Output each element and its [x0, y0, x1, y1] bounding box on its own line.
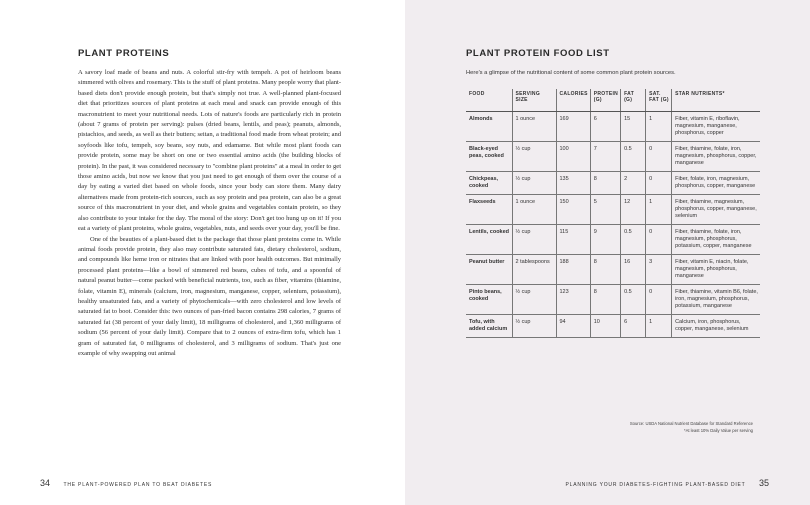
table-cell: Fiber, thiamine, vitamin B6, folate, iron, magnesium, phosphorus, potassium, manganese — [672, 285, 760, 315]
source-line: Source: USDA National Nutrient Database for Standard Reference — [629, 421, 753, 426]
table-cell: 135 — [556, 172, 590, 195]
table-cell: ½ cup — [512, 172, 556, 195]
table-cell: 2 — [621, 172, 646, 195]
table-row — [466, 285, 760, 315]
column-header: SERVING SIZE — [512, 89, 556, 112]
table-cell: 0.5 — [621, 225, 646, 255]
table-cell: 7 — [590, 142, 620, 172]
table-cell: 115 — [556, 225, 590, 255]
table-cell: 8 — [590, 172, 620, 195]
table-cell: Fiber, thiamine, folate, iron, magnesium, phosphorus, copper, manganese — [672, 142, 760, 172]
table-row — [466, 255, 760, 285]
plant-proteins-body — [78, 68, 341, 359]
table-cell: Flaxseeds — [466, 195, 512, 225]
food-list-intro: Here's a glimpse of the nutritional content of some common plant protein sources. — [466, 70, 676, 76]
food-list-heading: PLANT PROTEIN FOOD LIST — [466, 48, 610, 59]
running-head-right: PLANNING YOUR DIABETES-FIGHTING PLANT-BASED DIET — [565, 482, 746, 488]
table-cell: 8 — [590, 255, 620, 285]
table-cell: ½ cup — [512, 285, 556, 315]
table-cell: 188 — [556, 255, 590, 285]
page-number-right: 35 — [758, 478, 769, 488]
table-cell: 8 — [590, 285, 620, 315]
table-cell: Fiber, vitamin E, riboflavin, magnesium, manganese, phosphorus, copper — [672, 112, 760, 142]
table-cell: 94 — [556, 315, 590, 338]
table-cell: 9 — [590, 225, 620, 255]
table-cell: 1 — [646, 195, 672, 225]
table-cell: 123 — [556, 285, 590, 315]
table-cell: 12 — [621, 195, 646, 225]
table-cell: 0 — [646, 225, 672, 255]
table-cell: 0 — [646, 285, 672, 315]
table-cell: Pinto beans, cooked — [466, 285, 512, 315]
table-cell: 16 — [621, 255, 646, 285]
table-cell: ½ cup — [512, 142, 556, 172]
column-header: FOOD — [466, 89, 512, 112]
column-header: CALORIES — [556, 89, 590, 112]
column-header: PROTEIN (G) — [590, 89, 620, 112]
table-cell: 0 — [646, 142, 672, 172]
table-cell: 1 — [646, 112, 672, 142]
table-cell: ½ cup — [512, 315, 556, 338]
table-cell: Tofu, with added calcium — [466, 315, 512, 338]
table-cell: Almonds — [466, 112, 512, 142]
table-cell: 1 ounce — [512, 195, 556, 225]
table-cell: Fiber, vitamin E, niacin, folate, magnesium, phosphorus, manganese — [672, 255, 760, 285]
table-cell: Calcium, iron, phosphorus, copper, manganese, selenium — [672, 315, 760, 338]
column-header: SAT. FAT (G) — [646, 89, 672, 112]
table-cell: 15 — [621, 112, 646, 142]
table-row — [466, 315, 760, 338]
table-cell: Fiber, thiamine, magnesium, phosphorus, copper, manganese, selenium — [672, 195, 760, 225]
right-folio — [566, 473, 769, 491]
table-cell: 0 — [646, 172, 672, 195]
table-row — [466, 142, 760, 172]
table-cell: 6 — [590, 112, 620, 142]
table-cell: Fiber, folate, iron, magnesium, phosphorus, copper, manganese — [672, 172, 760, 195]
running-head-left: THE PLANT-POWERED PLAN TO BEAT DIABETES — [63, 482, 213, 488]
table-cell: 150 — [556, 195, 590, 225]
table-cell: 3 — [646, 255, 672, 285]
body-paragraph-1: A savory loaf made of beans and nuts. A colorful stir-fry with tempeh. A pot of heirloom beans simmered with olives and rosemary. This is the stuff of plant proteins. Many people worry that plant-based diets don't provide enough protein, but that's simply not true. A well-planned plant-focused diet that prioritizes sources of plant proteins at each meal and snack can provide enough of this macronutrient to meet your nutritional needs. Lots of nature's foods are particularly rich in protein (about 7 grams of protein per serving): pulses (dried beans, lentils, and peas); peanuts, almonds, pistachios, and seeds, as well as their butters; seitan, a traditional food made from wheat protein; and soyfoods like tofu, tempeh, soy beans, soy nuts, and edamame. But while most plant foods can provide protein, some may be short on one or two essential amino acids (the building blocks of protein). In the past, it was considered necessary to "combine plant proteins" at a meal in order to get those amino acids, but now we know that you just need to get enough of them over the course of a day by eating a varied diet based on whole foods, since your body can store them. Many dairy alternatives made from protein-rich sources, such as soy protein and pea protein, can also be a great source of this macronutrient in your diet, and whole grains and vegetables contain protein, so they also contribute to your intake for the day. The moral of the story: Don't get too hung up on it! If you eat a variety of plant proteins, whole grains, vegetables, nuts, and seeds over your day, you'll be fine. — [78, 69, 341, 233]
table-cell: 10 — [590, 315, 620, 338]
body-paragraph-2: One of the beauties of a plant-based diet is the package that those plant proteins come in. While animal foods provide protein, they also may contribute saturated fats, dietary cholesterol, sodium, and compounds like heme iron or nitrates that are linked with poor health outcomes. But minimally processed plant proteins—like a bowl of simmered red beans, cubes of tofu, and a spoonful of natural peanut butter—come packed with beneficial nutrients, too, such as fiber, vitamins (thiamine, folate, vitamin E), minerals (calcium, iron, magnesium, manganese, copper, selenium, potassium), healthy unsaturated fats, and a variety of phytochemicals—with zero cholesterol and low levels of saturated fat to boot. Consider this: two ounces of pan-fried bacon contains 298 calories, 7 grams of saturated fat (38 percent of your daily limit), 18 milligrams of cholesterol, and 1,360 milligrams of sodium (56 percent of your daily limit). Compare that to 2 ounces of extra-firm tofu, which has 1 gram of saturated fat, 0 milligrams of cholesterol, and 3 milligrams of sodium. That's just one example of why swapping out animal — [78, 235, 341, 357]
table-cell: Lentils, cooked — [466, 225, 512, 255]
table-cell: 0.5 — [621, 285, 646, 315]
table-row — [466, 112, 760, 142]
table-cell: Black-eyed peas, cooked — [466, 142, 512, 172]
column-header: FAT (G) — [621, 89, 646, 112]
page-number-left: 34 — [40, 478, 51, 488]
table-cell: 2 tablespoons — [512, 255, 556, 285]
table-row — [466, 225, 760, 255]
table-cell: 1 — [646, 315, 672, 338]
left-folio — [40, 473, 212, 491]
plant-proteins-heading: PLANT PROTEINS — [78, 48, 170, 59]
table-cell: 0.5 — [621, 142, 646, 172]
table-cell: 1 ounce — [512, 112, 556, 142]
table-cell: 6 — [621, 315, 646, 338]
plant-protein-table — [466, 89, 760, 338]
table-cell: 5 — [590, 195, 620, 225]
table-header-row — [466, 89, 760, 112]
table-cell: 169 — [556, 112, 590, 142]
table-cell: ½ cup — [512, 225, 556, 255]
table-cell: Peanut butter — [466, 255, 512, 285]
table-row — [466, 172, 760, 195]
footnote-line: *At least 10% Daily Value per serving — [683, 427, 753, 433]
table-cell: 100 — [556, 142, 590, 172]
column-header: STAR NUTRIENTS* — [672, 89, 760, 112]
table-cell: Chickpeas, cooked — [466, 172, 512, 195]
table-source-note — [630, 421, 753, 434]
table-row — [466, 195, 760, 225]
table-cell: Fiber, thiamine, folate, iron, magnesium, phosphorus, potassium, copper, manganese — [672, 225, 760, 255]
